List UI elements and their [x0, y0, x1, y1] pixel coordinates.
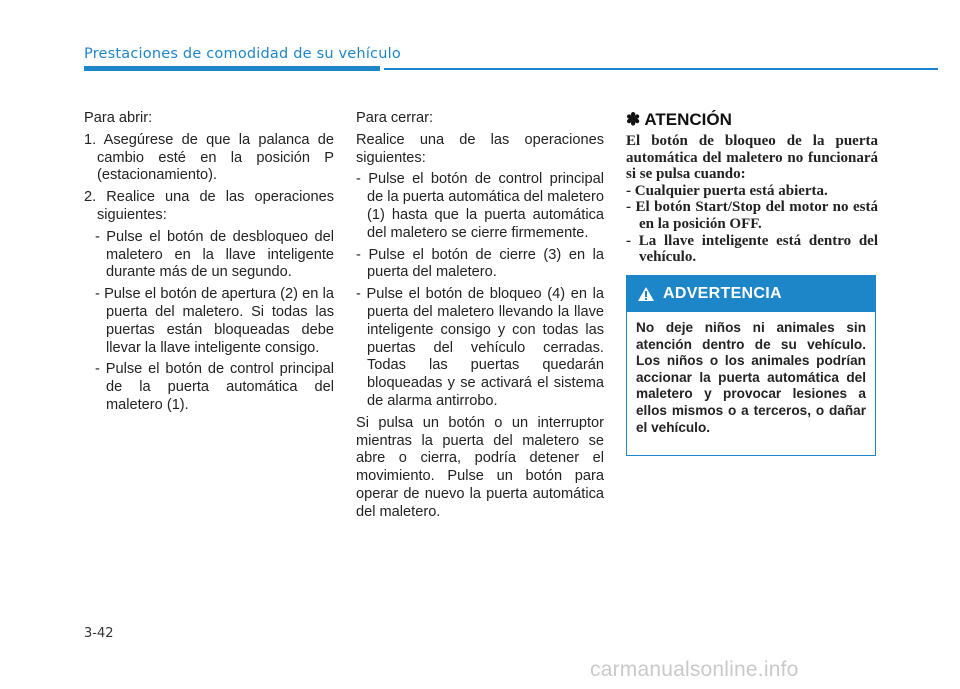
- column-close-instructions: [356, 110, 604, 526]
- header-section-title: Prestaciones de comodidad de su vehículo: [84, 46, 401, 62]
- column-open-instructions: [84, 110, 334, 419]
- option-text: Pulse el botón de bloqueo (4) en la puerta del maletero llevando la llave inteligente consigo y con todas las puertas del vehículo cerradas. Todas las puertas quedarán bloqueadas y se activará el sistema de alarma antirrobo.: [366, 286, 604, 409]
- attention-title: [626, 110, 732, 130]
- close-option-3: - Pulse el botón de bloqueo (4) en la puerta del maletero llevando la llave inteligente consigo y con todas las puertas del vehículo cerradas. Todas las puertas quedarán bloqueadas y se activará el sistema de alarma antirrobo.: [356, 286, 604, 409]
- condition-text: La llave inteligente está dentro del vehículo.: [638, 232, 879, 266]
- attention-body: [626, 133, 878, 266]
- warning-header: [627, 276, 875, 312]
- header-rule-thin: [384, 68, 938, 70]
- option-text: Pulse el botón de control principal de la puerta automática del maletero (1).: [105, 361, 334, 413]
- header-rule-thick: [84, 66, 380, 71]
- open-option-3: - Pulse el botón de control principal de la puerta automática del maletero (1).: [95, 361, 334, 413]
- warning-triangle-icon: [637, 286, 655, 302]
- close-option-1: - Pulse el botón de control principal de la puerta automática del maletero (1) hasta que la puerta automática del maletero se cierre firmemente.: [356, 171, 604, 241]
- step-number: 1.: [84, 131, 97, 148]
- open-step-1: [84, 132, 334, 185]
- attention-condition-3: - La llave inteligente está dentro del vehículo.: [626, 232, 879, 266]
- open-option-2: - Pulse el botón de apertura (2) en la puerta del maletero. Si todas las puertas están bloqueadas debe llevar la llave inteligente consigo.: [95, 286, 334, 356]
- attention-condition-2: - El botón Start/Stop del motor no está en la posición OFF.: [626, 199, 878, 232]
- option-text: Pulse el botón de control principal de la puerta automática del maletero (1) hasta que la puerta automática del maletero se cierre firmemente.: [367, 171, 604, 241]
- close-note: Si pulsa un botón o un interruptor mientras la puerta del maletero se abre o cierra, podría detener el movimiento. Pulse un botón para operar de nuevo la puerta automática del maletero.: [356, 414, 604, 520]
- watermark: carmanualsonline.info: [590, 658, 799, 681]
- page-number: 3-42: [84, 626, 114, 641]
- condition-text: Cualquier puerta está abierta.: [634, 182, 828, 199]
- close-heading: Para cerrar:: [356, 110, 434, 126]
- step-text: Asegúrese de que la palanca de cambio esté en la posición P (estacionamiento).: [97, 131, 335, 184]
- asterisk-icon: ✽: [626, 110, 641, 129]
- attention-condition-1: - Cualquier puerta está abierta.: [626, 182, 828, 199]
- condition-text: El botón Start/Stop del motor no está en la posición OFF.: [635, 199, 878, 232]
- close-intro: Realice una de las operaciones siguientes:: [356, 131, 604, 166]
- warning-title: ADVERTENCIA: [663, 285, 782, 302]
- open-heading: Para abrir:: [84, 110, 153, 126]
- warning-box: [626, 275, 876, 456]
- warning-text: No deje niños ni animales sin atención dentro de su vehículo. Los niños o los animales podrían accionar la puerta automática del maletero y provocar lesiones a ellos mismos o a terceros, o dañar el vehículo.: [636, 320, 866, 435]
- option-text: Pulse el botón de apertura (2) en la puerta del maletero. Si todas las puertas están bloqueadas debe llevar la llave inteligente consigo.: [104, 286, 334, 356]
- close-option-2: - Pulse el botón de cierre (3) en la puerta del maletero.: [356, 246, 604, 281]
- option-text: Pulse el botón de cierre (3) en la puerta del maletero.: [367, 246, 604, 281]
- option-text: Pulse el botón de desbloqueo del maletero en la llave inteligente durante más de un segundo.: [106, 228, 334, 281]
- open-option-1: - Pulse el botón de desbloqueo del maletero en la llave inteligente durante más de un segundo.: [95, 228, 334, 281]
- open-step-2: [84, 189, 334, 225]
- step-text: Realice una de las operaciones siguientes:: [97, 189, 335, 223]
- attention-label: ATENCIÓN: [644, 110, 732, 129]
- step-number: 2.: [84, 189, 97, 206]
- attention-lead: El botón de bloqueo de la puerta automática del maletero no funcionará si se pulsa cuando:: [626, 133, 878, 183]
